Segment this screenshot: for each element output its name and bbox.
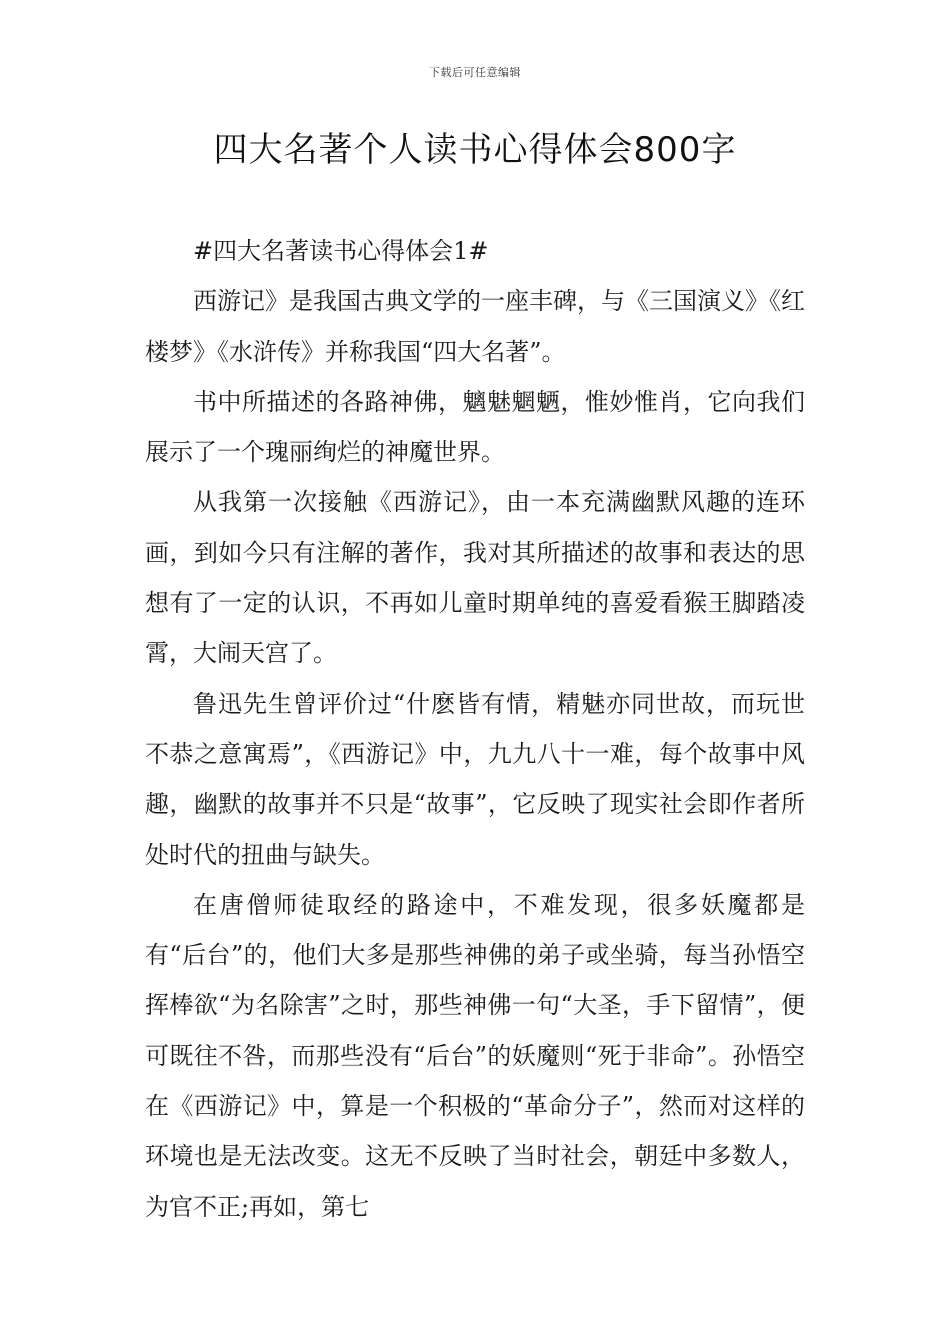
page-header: 下载后可任意编辑 [429, 66, 521, 79]
paragraph-2: 书中所描述的各路神佛，魑魅魍魉，惟妙惟肖，它向我们展示了一个瑰丽绚烂的神魔世界。 [145, 387, 805, 467]
paragraph-5: 在唐僧师徒取经的路途中，不难发现，很多妖魔都是有“后台”的，他们大多是那些神佛的弟子或坐骑，每当孙悟空挥棒欲“为名除害”之时，那些神佛一句“大圣，手下留情”，便可既往不咎，而那些没有“后台”的妖魔则“死于非命”。孙悟空在《西游记》中，算是一个积极的“革命分子”，然而对这样的环境也是无法改变。这无不反映了当时社会，朝廷中多数人，为官不正;再如，第七 [145, 890, 805, 1221]
document-title: 四大名著个人读书心得体会800字 [213, 130, 737, 170]
paragraph-1: 西游记》是我国古典文学的一座丰碑，与《三国演义》《红楼梦》《水浒传》并称我国“四大名著”。 [145, 287, 805, 366]
paragraph-3: 从我第一次接触《西游记》，由一本充满幽默风趣的连环画，到如今只有注解的著作，我对其所描述的故事和表达的思想有了一定的认识，不再如儿童时期单纯的喜爱看猴王脚踏凌霄，大闹天宫了。 [145, 488, 805, 668]
document-body [145, 226, 805, 1232]
section-heading: #四大名著读书心得体会1# [193, 237, 489, 265]
paragraph-4: 鲁迅先生曾评价过“什麽皆有情，精魅亦同世故，而玩世不恭之意寓焉”，《西游记》中，九九八十一难，每个故事中风趣，幽默的故事并不只是“故事”，它反映了现实社会即作者所处时代的扭曲与缺失。 [145, 689, 805, 869]
